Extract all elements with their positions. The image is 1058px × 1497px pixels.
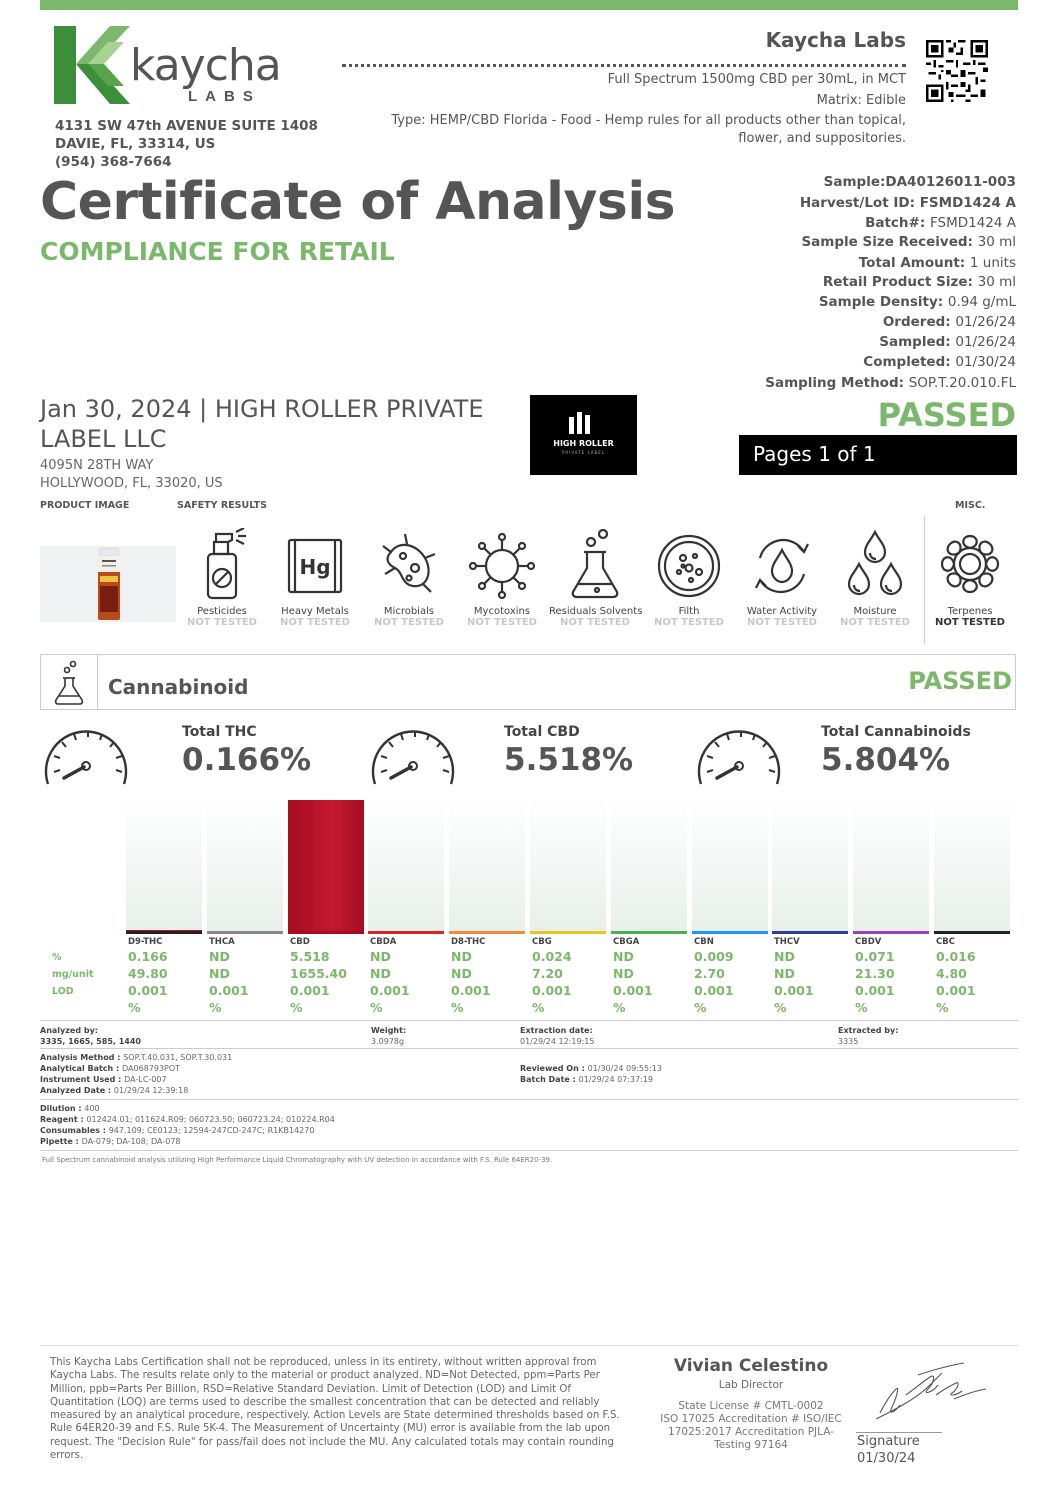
safety-item-heavy-metals	[269, 528, 361, 628]
bar-baseline	[449, 931, 525, 934]
safety-name: Water Activity	[746, 606, 818, 617]
total-thc-value: 0.166%	[182, 742, 312, 778]
svg-text:Hg: Hg	[299, 555, 331, 579]
client-logo	[530, 395, 637, 475]
product-bottle-image	[40, 546, 176, 622]
lod-unit: %	[613, 1000, 626, 1015]
director-title: Lab Director	[718, 1379, 784, 1391]
safety-name: Microbials	[383, 606, 435, 617]
logo-labs-text: LABS	[188, 88, 261, 105]
product-description: Full Spectrum 1500mg CBD per 30mL, in MCT	[607, 72, 906, 87]
top-accent-bar	[40, 0, 1018, 10]
value-percent: 0.016	[936, 949, 976, 964]
flask-icon	[559, 528, 631, 600]
gauge-icon	[40, 722, 132, 792]
bar-track	[934, 795, 1010, 934]
analyte-name: THCV	[774, 937, 800, 947]
analyte-name: CBC	[936, 937, 955, 947]
value-mg: ND	[451, 966, 472, 981]
analyte-name: CBG	[532, 937, 552, 947]
value-percent: ND	[774, 949, 795, 964]
lod-unit: %	[451, 1000, 464, 1015]
total-cbd-label: Total CBD	[504, 724, 580, 740]
value-mg: 21.30	[855, 966, 895, 981]
bar-baseline	[934, 931, 1010, 934]
weight: Weight: 3.0978g	[371, 1026, 407, 1046]
safety-item-pesticides	[176, 528, 268, 628]
bar-baseline	[207, 931, 283, 934]
page-indicator: Pages 1 of 1	[739, 435, 1017, 475]
disclaimer: This Kaycha Labs Certification shall not be reproduced, unless in its entirety, without written approval from Kaycha Labs. The results relate only to the material or product analyzed. ND=Not Detected, ppm=Parts Per Million, ppb=Parts Per Billion, RSD=Relative Standard Deviation. Limit of Detection (LOD) and Limit Of Quantitation (LOQ) are terms used to describe the smallest concentration that can be detected and reliably measured by an analytical procedure, respectively. Action Levels are State determined thresholds based on F.S. Rule 64ER20-39 and F.S. Rule 5K-4. The Measurement of Uncertainty (MU) error is available from the lab upon request. The "Decision Rule" for pass/fail does not include the MU. Any calculated totals may contain rounding errors.	[50, 1357, 620, 1462]
total-thc-label: Total THC	[182, 724, 257, 740]
product-image	[40, 546, 176, 622]
safety-item-microbials	[363, 528, 455, 628]
safety-status: NOT TESTED	[280, 617, 350, 628]
document-subtitle: COMPLIANCE FOR RETAIL	[40, 237, 395, 266]
safety-status: NOT TESTED	[187, 617, 257, 628]
value-mg: ND	[774, 966, 795, 981]
review-details: Reviewed On : 01/30/24 09:55:13 Batch Date : 01/29/24 07:37:19	[520, 1064, 662, 1084]
bar-baseline	[853, 931, 929, 934]
bar-track	[449, 795, 525, 934]
analyte-name: CBDV	[855, 937, 882, 947]
cannabinoid-title: Cannabinoid	[108, 675, 249, 699]
misc-name: Terpenes	[947, 606, 993, 617]
analyte-name: D9-THC	[128, 937, 163, 947]
overall-status: PASSED	[877, 396, 1016, 434]
bar-baseline	[126, 931, 202, 934]
extracted-by: Extracted by: 3335	[838, 1026, 899, 1046]
analyte-name: CBD	[290, 937, 310, 947]
safety-name: Pesticides	[197, 606, 247, 617]
analyte-name: CBDA	[370, 937, 397, 947]
qr-code[interactable]	[926, 40, 988, 102]
value-mg: ND	[613, 966, 634, 981]
client-address-line2: HOLLYWOOD, FL, 33020, US	[40, 476, 223, 491]
cannabinoid-icon-box	[40, 654, 98, 710]
bar-cbd	[288, 800, 364, 934]
client-address-line1: 4095N 28TH WAY	[40, 458, 154, 473]
divider	[40, 1048, 1018, 1049]
value-mg: ND	[370, 966, 391, 981]
safety-name: Heavy Metals	[281, 606, 349, 617]
flower-icon	[934, 528, 1006, 600]
signature-image	[866, 1355, 996, 1433]
method-footnote: Full Spectrum cannabinoid analysis utilizing High Performance Liquid Chromatography with UV detection in accordance with F.S. Rule 64ER20-39.	[42, 1156, 553, 1164]
bar-track	[611, 795, 687, 934]
analyte-name: CBGA	[613, 937, 640, 947]
safety-item-moisture	[829, 528, 921, 628]
value-mg: 1655.40	[290, 966, 347, 981]
footer-divider	[40, 1345, 1018, 1346]
safety-results-label: SAFETY RESULTS	[177, 500, 268, 511]
value-mg: ND	[209, 966, 230, 981]
extraction-date: Extraction date: 01/29/24 12:19:15	[520, 1026, 595, 1046]
value-lod: 0.001	[774, 983, 814, 998]
value-mg: 2.70	[694, 966, 725, 981]
safety-status: NOT TESTED	[374, 617, 444, 628]
lab-address-line1: 4131 SW 47th AVENUE SUITE 1408	[55, 118, 318, 134]
total-cannabinoids-label: Total Cannabinoids	[821, 724, 971, 740]
analysis-details: Analysis Method : SOP.T.40.031, SOP.T.30.031 Analytical Batch : DA068793POT Instrument Used : DA-LC-007 Analyzed Date : 01/29/24 12:39:18	[40, 1053, 233, 1095]
safety-status: NOT TESTED	[560, 617, 630, 628]
value-lod: 0.001	[370, 983, 410, 998]
product-type-line1: Type: HEMP/CBD Florida - Food - Hemp rules for all products other than topical,	[391, 113, 906, 128]
virus-icon	[466, 528, 538, 600]
lod-unit: %	[936, 1000, 949, 1015]
value-percent: 0.166	[128, 949, 168, 964]
value-lod: 0.001	[936, 983, 976, 998]
analyte-name: THCA	[209, 937, 235, 947]
meta-line: Harvest/Lot ID: FSMD1424 A	[799, 195, 1016, 211]
meta-line: Sampling Method: SOP.T.20.010.FL	[765, 375, 1016, 391]
value-percent: 5.518	[290, 949, 330, 964]
product-matrix: Matrix: Edible	[816, 93, 906, 108]
lod-unit: %	[532, 1000, 545, 1015]
total-cannabinoids-value: 5.804%	[821, 742, 951, 778]
lab-phone: (954) 368-7664	[55, 154, 172, 170]
row-label-lod: LOD	[52, 986, 74, 997]
value-percent: ND	[451, 949, 472, 964]
product-type-line2: flower, and suppositories.	[738, 131, 906, 146]
meta-line: Sampled: 01/26/24	[879, 334, 1016, 350]
divider	[40, 1150, 1018, 1151]
heavy-metal-hg-icon	[279, 528, 351, 600]
value-mg: 49.80	[128, 966, 168, 981]
bar-baseline	[772, 931, 848, 934]
analyte-name: D8-THC	[451, 937, 486, 947]
lab-address-line2: DAVIE, FL, 33314, US	[55, 136, 216, 152]
signature-block	[857, 1433, 920, 1467]
value-percent: ND	[370, 949, 391, 964]
misc-item-terpenes	[924, 528, 1016, 628]
logo-wordmark: kaycha	[130, 40, 281, 91]
license-info: State License # CMTL-0002 ISO 17025 Accreditation # ISO/IEC 17025:2017 Accreditation PJLA- Testing 97164	[660, 1400, 842, 1451]
bar-track	[853, 795, 929, 934]
safety-status: NOT TESTED	[747, 617, 817, 628]
microbe-icon	[373, 528, 445, 600]
row-label-mg: mg/unit	[52, 969, 94, 980]
client-logo-mark	[568, 411, 596, 435]
petri-dish-icon	[653, 528, 725, 600]
analyte-name: CBN	[694, 937, 714, 947]
dotted-divider	[342, 64, 906, 67]
row-label-percent: %	[52, 952, 62, 963]
director-name: Vivian Celestino	[673, 1356, 829, 1376]
lod-unit: %	[774, 1000, 787, 1015]
cannabinoid-status: PASSED	[908, 667, 1012, 695]
meta-line: Sample:DA40126011-003	[823, 174, 1016, 190]
misc-label: MISC.	[955, 500, 986, 511]
lab-director	[656, 1356, 846, 1452]
lod-unit: %	[209, 1000, 222, 1015]
flask-icon	[40, 654, 98, 710]
value-mg: 7.20	[532, 966, 563, 981]
reagent-details: Dilution : 400 Reagent : 012424.01; 011624.R09; 060723.50; 060723.24; 010224.R04 Consumables : 947.109; CE0123; 12594-247CD-247C; R1KB14270 Pipette : DA-079; DA-108; DA-078	[40, 1104, 335, 1146]
value-percent: 0.024	[532, 949, 572, 964]
safety-name: Residuals Solvents	[549, 606, 643, 617]
gauge-icon	[693, 722, 785, 792]
safety-name: Mycotoxins	[473, 606, 531, 617]
safety-item-residual-solvents	[549, 528, 641, 628]
meta-line: Batch#: FSMD1424 A	[865, 215, 1016, 231]
divider	[40, 1099, 1018, 1100]
value-lod: 0.001	[613, 983, 653, 998]
lod-unit: %	[128, 1000, 141, 1015]
lod-unit: %	[694, 1000, 707, 1015]
value-lod: 0.001	[290, 983, 330, 998]
bar-baseline	[368, 931, 444, 934]
client-logo-text: HIGH ROLLER	[553, 439, 614, 448]
bar-baseline	[692, 931, 768, 934]
bar-track	[530, 795, 606, 934]
value-percent: 0.071	[855, 949, 895, 964]
divider	[40, 1020, 1018, 1021]
safety-name: Moisture	[853, 606, 897, 617]
lod-unit: %	[370, 1000, 383, 1015]
lab-name: Kaycha Labs	[765, 28, 906, 52]
value-percent: 0.009	[694, 949, 734, 964]
meta-line: Ordered: 01/26/24	[882, 314, 1016, 330]
bar-track	[126, 795, 202, 934]
misc-status: NOT TESTED	[935, 617, 1005, 628]
lod-unit: %	[855, 1000, 868, 1015]
value-lod: 0.001	[532, 983, 572, 998]
safety-status: NOT TESTED	[840, 617, 910, 628]
safety-item-water-activity	[736, 528, 828, 628]
bar-track	[368, 795, 444, 934]
bar-baseline	[611, 931, 687, 934]
value-mg: 4.80	[936, 966, 967, 981]
spray-bottle-icon	[194, 528, 250, 600]
total-cbd-value: 5.518%	[504, 742, 634, 778]
meta-line: Completed: 01/30/24	[863, 354, 1016, 370]
meta-line: Retail Product Size: 30 ml	[822, 274, 1016, 290]
water-drops-icon	[839, 528, 911, 600]
value-lod: 0.001	[128, 983, 168, 998]
value-percent: ND	[613, 949, 634, 964]
value-lod: 0.001	[694, 983, 734, 998]
water-cycle-icon	[746, 528, 818, 600]
bar-baseline	[288, 931, 364, 934]
safety-name: Filth	[678, 606, 700, 617]
signature-label: Signature	[857, 1434, 920, 1449]
safety-item-filth	[643, 528, 735, 628]
analyzed-by: Analyzed by: 3335, 1665, 585, 1440	[40, 1026, 141, 1046]
value-percent: ND	[209, 949, 230, 964]
meta-line: Sample Size Received: 30 ml	[801, 234, 1016, 250]
value-lod: 0.001	[209, 983, 249, 998]
safety-status: NOT TESTED	[467, 617, 537, 628]
bar-track	[692, 795, 768, 934]
safety-item-mycotoxins	[456, 528, 548, 628]
signature-date: 01/30/24	[857, 1451, 916, 1466]
bar-track	[772, 795, 848, 934]
lod-unit: %	[290, 1000, 303, 1015]
safety-status: NOT TESTED	[654, 617, 724, 628]
bar-track	[207, 795, 283, 934]
gauge-icon	[367, 722, 459, 792]
client-heading: Jan 30, 2024 | HIGH ROLLER PRIVATE LABEL LLC	[40, 395, 484, 453]
meta-line: Total Amount: 1 units	[858, 255, 1016, 271]
document-title: Certificate of Analysis	[40, 172, 676, 232]
product-image-label: PRODUCT IMAGE	[40, 500, 130, 511]
bar-baseline	[530, 931, 606, 934]
value-lod: 0.001	[451, 983, 491, 998]
client-logo-subtext: PRIVATE LABEL	[561, 450, 606, 455]
value-lod: 0.001	[855, 983, 895, 998]
meta-line: Sample Density: 0.94 g/mL	[818, 294, 1016, 310]
